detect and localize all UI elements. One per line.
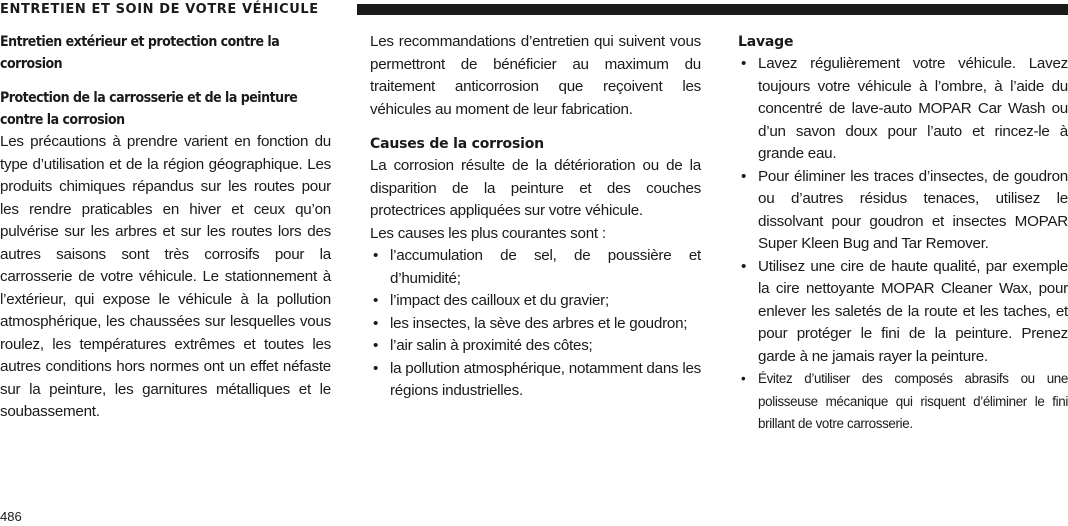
list-item: • Évitez d’utiliser des composés abrasifs ou une polisseuse mécanique qui risquent d’éliminer le fini brillant de votre carrosserie.	[738, 368, 1068, 436]
list-item: • Lavez régulièrement votre véhicule. Lavez toujours votre véhicule à l’ombre, à l’aide du concentré de lave-auto MOPAR Car Wash ou d’un savon doux pour l’auto et rincez-le à grande eau.	[738, 53, 1068, 166]
body-paragraph-precautions: Les précautions à prendre varient en fonction du type d’utilisation et de la région géographique. Les produits chimiques répandus sur les routes pour les rendre praticables en hiver et ceux qu’on pulvérise sur les arbres et sur les routes lors des autres saisons sont très corrosifs pour la carrosserie de votre véhicule. Le stationnement à l’extérieur, qui expose le véhicule à la pollution atmosphérique, les chaussées sur lesquelles vous roulez, les températures extrêmes et toutes les autres conditions hors normes ont un effet néfaste sur la peinture, les garnitures métalliques et le soubassement.	[0, 133, 331, 420]
list-item: • l’air salin à proximité des côtes;	[370, 335, 701, 358]
running-header	[0, 0, 1068, 20]
page-number: 486	[0, 509, 22, 524]
column-right	[738, 31, 1068, 436]
list-item: • l’impact des cailloux et du gravier;	[370, 290, 701, 313]
header-rule	[357, 4, 1068, 15]
body-paragraph-common-causes: Les causes les plus courantes sont :	[370, 224, 606, 242]
body-paragraph-recommendations: Les recommandations d’entretien qui suivent vous permettront de bénéficier au maximum du traitement anticorrosion que reçoivent les véhicules au moment de leur fabrication.	[370, 33, 701, 118]
column-middle	[370, 31, 701, 403]
list-item: • Pour éliminer les traces d’insectes, de goudron ou d’autres résidus tenaces, utilisez le dissolvant pour goudron et insectes MOPAR Super Kleen Bug and Tar Remover.	[738, 166, 1068, 256]
chapter-title: ENTRETIEN ET SOIN DE VOTRE VÉHICULE	[0, 2, 319, 17]
list-item: • Utilisez une cire de haute qualité, par exemple la cire nettoyante MOPAR Cleaner Wax, pour enlever les saletés de la route et les taches, et pour protéger le fini de la peinture. Prenez garde à ne jamais rayer la peinture.	[738, 256, 1068, 369]
subsection-heading-corrosion-causes: Causes de la corrosion	[370, 136, 544, 152]
body-paragraph-corrosion-definition: La corrosion résulte de la détérioration ou de la disparition de la peinture et des couches protectrices appliquées sur votre véhicule.	[370, 157, 701, 219]
list-item: • les insectes, la sève des arbres et le goudron;	[370, 313, 701, 336]
causes-list	[370, 245, 701, 403]
list-item: • la pollution atmosphérique, notamment dans les régions industrielles.	[370, 358, 701, 403]
list-item: • l’accumulation de sel, de poussière et d’humidité;	[370, 245, 701, 290]
washing-list	[738, 53, 1068, 436]
subsection-heading-washing: Lavage	[738, 34, 794, 50]
column-left	[0, 31, 331, 424]
section-heading-exterior-care: Entretien extérieur et protection contre la corrosion	[0, 34, 280, 72]
subsection-heading-body-protection: Protection de la carrosserie et de la peinture contre la corrosion	[0, 90, 298, 128]
